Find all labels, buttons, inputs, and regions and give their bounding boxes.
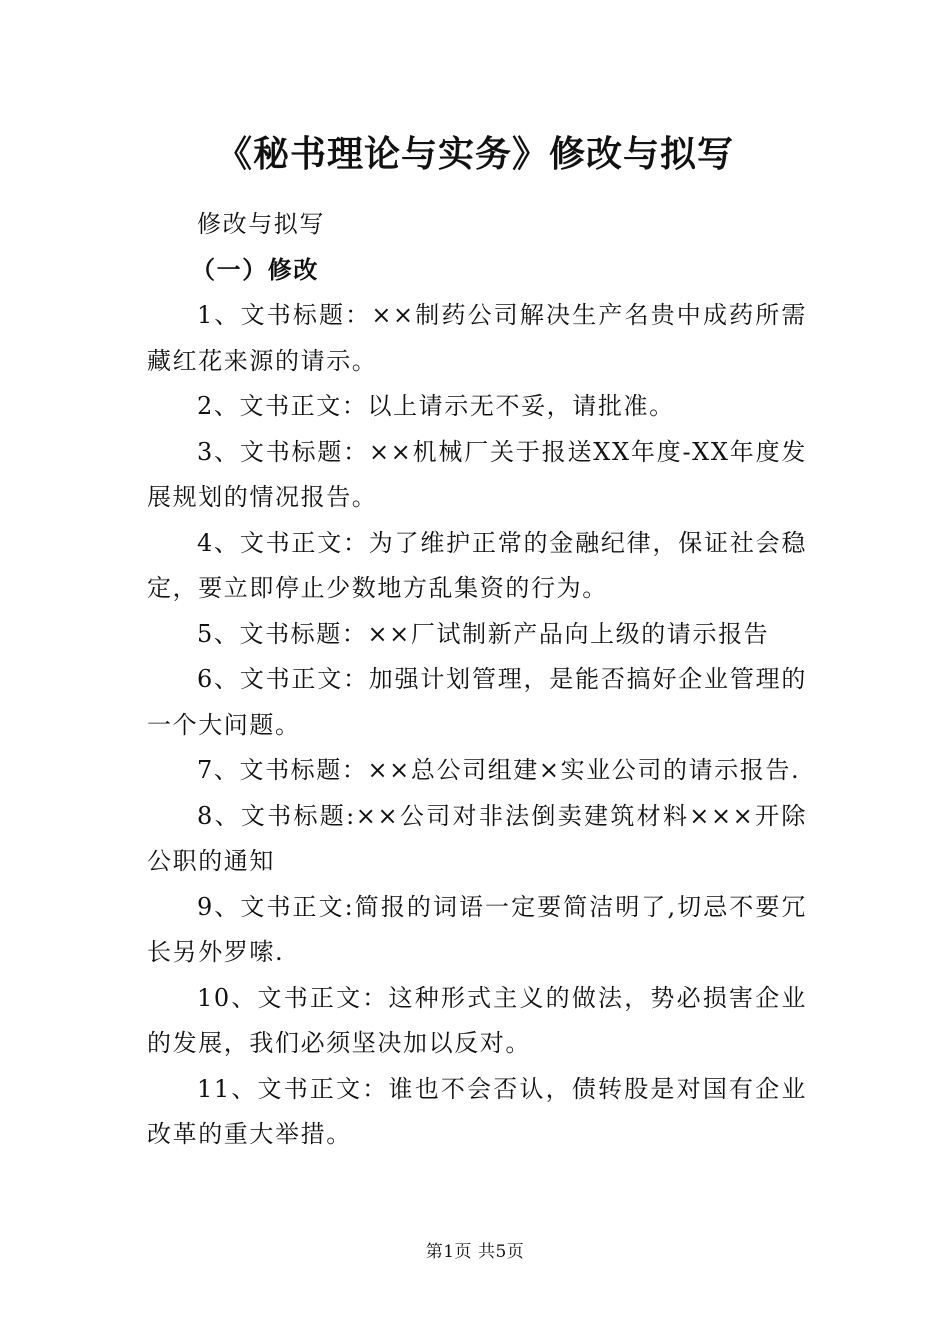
paragraph-10: 10、文书正文：这种形式主义的做法，势必损害企业的发展，我们必须坚决加以反对。 (147, 983, 807, 1057)
paragraph-4: 4、文书正文：为了维护正常的金融纪律，保证社会稳定，要立即停止少数地方乱集资的行为。 (147, 528, 807, 602)
paragraph-3: 3、文书标题：××机械厂关于报送XX年度-XX年度发展规划的情况报告。 (147, 437, 807, 511)
paragraph-11: 11、文书正文：谁也不会否认，债转股是对国有企业改革的重大举措。 (147, 1074, 807, 1148)
paragraph-7: 7、文书标题：××总公司组建×实业公司的请示报告. (197, 756, 801, 784)
paragraph-9: 9、文书正文:简报的词语一定要简洁明了,切忌不要冗长另外罗嗦. (147, 892, 807, 966)
document-body (147, 202, 807, 1158)
document-title: 《秘书理论与实务》修改与拟写 (215, 134, 734, 175)
paragraph-5: 5、文书标题：××厂试制新产品向上级的请示报告 (197, 619, 770, 648)
paragraph-6: 6、文书正文：加强计划管理，是能否搞好企业管理的一个大问题。 (147, 665, 807, 739)
page-indicator: 第1页 共5页 (425, 1242, 525, 1262)
subtitle: 修改与拟写 (197, 210, 325, 238)
section-heading: （一）修改 (191, 255, 319, 284)
paragraph-2: 2、文书正文：以上请示无不妥，请批准。 (197, 392, 675, 420)
paragraph-8: 8、文书标题:××公司对非法倒卖建筑材料×××开除公职的通知 (147, 801, 807, 875)
paragraph-1: 1、文书标题：××制药公司解决生产名贵中成药所需藏红花来源的请示。 (147, 301, 807, 375)
